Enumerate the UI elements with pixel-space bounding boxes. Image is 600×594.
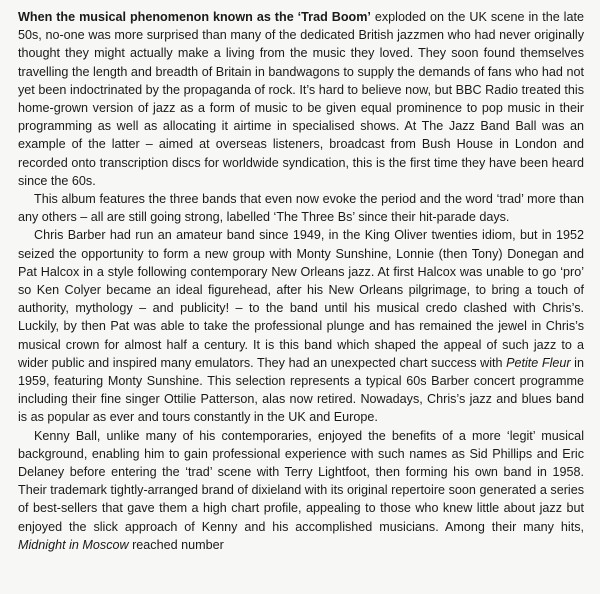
paragraph-intro (18, 8, 584, 190)
ball-song-title: Midnight in Moscow (18, 537, 129, 552)
barber-text-before: Chris Barber had run an amateur band since 1949, in the King Oliver twenties idiom, but in 1952 seized the opportunity to form a new group with Monty Sunshine, Lonnie (then Tony) Donegan and Pat Halcox in a style following contemporary New Orleans jazz. At first Halcox was unable to go ‘pro’ so Ken Colyer became an ideal figurehead, after his New Orleans pilgrimage, to bring a touch of authority, mythology – and publicity! – to the band until his musical credo clashed with Chris’s. Luckily, by then Pat was able to take the professional plunge and has remained the jewel in Chris’s musical crown for almost half a century. It is this band which shaped the appeal of such jazz to a wider public and inspired many emulators. They had an unexpected chart success with (18, 228, 584, 370)
paragraph-chris-barber (18, 226, 584, 426)
paragraph-three-bs (18, 190, 584, 226)
ball-text-after: reached number (128, 537, 224, 552)
barber-song-title: Petite Fleur (506, 355, 571, 370)
intro-body-text: exploded on the UK scene in the late 50s, no-one was more surprised than many of the dedicated British jazzmen who had never originally thought they might actually make a living from the music they loved. They soon found themselves travelling the length and breadth of Britain in bandwagons to supply the demands of fans who had not yet been indoctrinated by the propaganda of rock. It’s hard to believe now, but BBC Radio treated this home-grown version of jazz as a form of music to be given equal prominence to pop music in their programming as well as allocating it airtime in specialised shows. At The Jazz Band Ball was an example of the latter – aimed at overseas listeners, broadcast from Bush House in London and recorded onto transcription discs for worldwide syndication, this is the first time they have been heard since the 60s. (18, 10, 584, 188)
paragraph-kenny-ball (18, 427, 584, 554)
barber-text-after: in 1959, featuring Monty Sunshine. This selection represents a typical 60s Barber concert programme including their fine singer Ottilie Patterson, alas now retired. Nowadays, Chris’s jazz and blues band is as popular as ever and tours constantly in the UK and Europe. (18, 355, 584, 425)
three-bs-text: This album features the three bands that even now evoke the period and the word ‘trad’ more than any others – all are still going strong, labelled ‘The Three Bs’ since their hit-parade days. (18, 192, 584, 225)
intro-lead-text: When the musical phenomenon known as the ‘Trad Boom’ (18, 10, 371, 24)
ball-text-before: Kenny Ball, unlike many of his contemporaries, enjoyed the benefits of a more ‘legit’ musical background, enabling him to gain professional experience with such names as Sid Phillips and Eric Delaney before entering the ‘trad’ scene with Terry Lightfoot, then forming his own band in 1958. Their trademark tightly-arranged brand of dixieland with its original repertoire soon generated a series of best-sellers that gave them a high chart profile, appealing to those who knew little about jazz but enjoyed the slick approach of Kenny and his accomplished musicians. Among their many hits, (18, 428, 584, 534)
